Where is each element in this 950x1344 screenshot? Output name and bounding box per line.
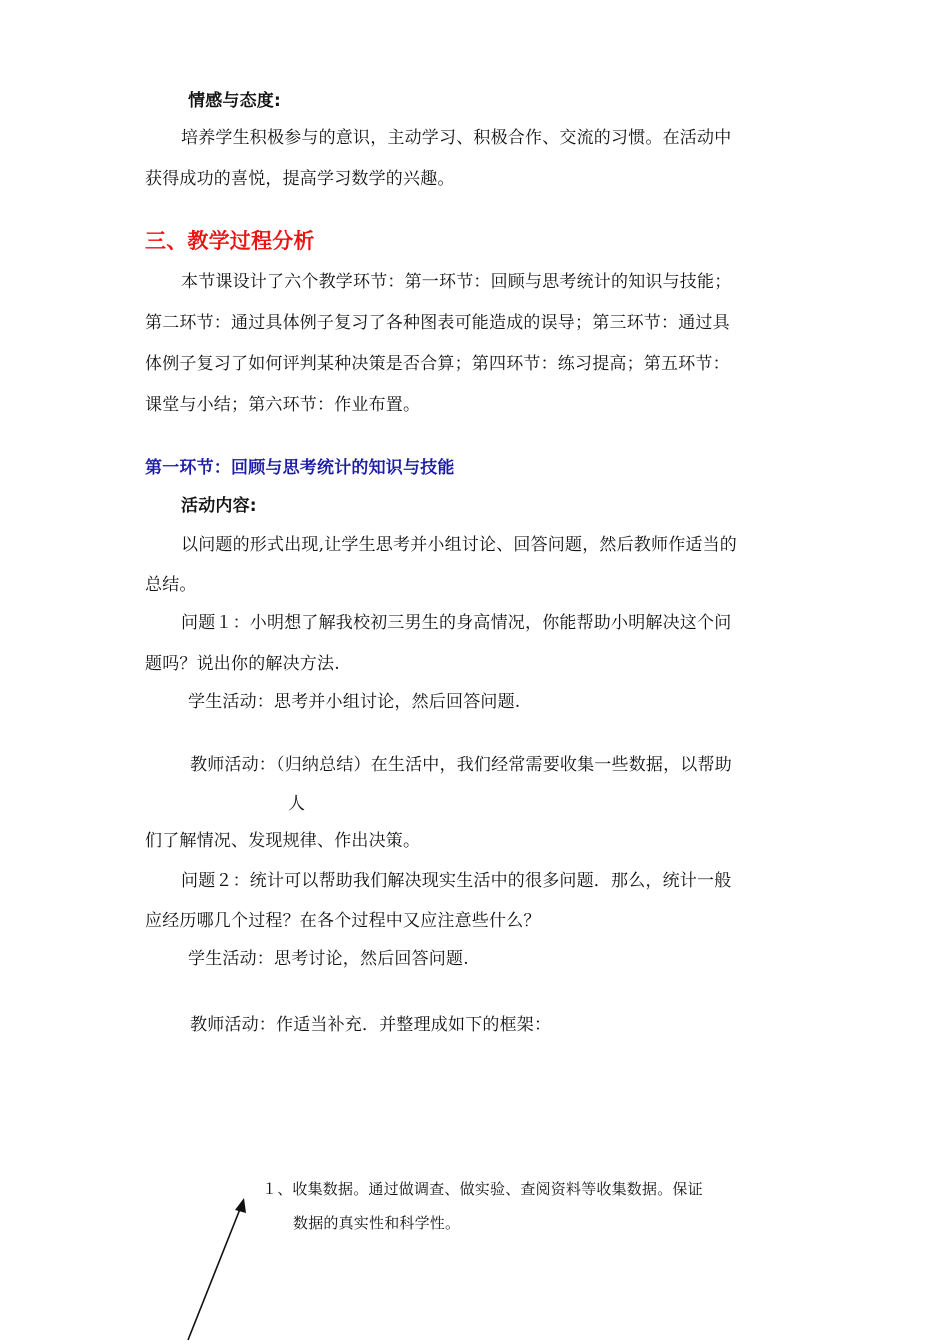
affect-paragraph-line-2: 获得成功的喜悦，提高学习数学的兴趣。 — [145, 169, 455, 189]
activity-content-heading: 活动内容: — [181, 496, 257, 516]
affect-heading: 情感与态度: — [188, 91, 281, 111]
question-2-line-1: 问题２：统计可以帮助我们解决现实生活中的很多问题．那么，统计一般 — [181, 871, 732, 891]
activity-content-line-2: 总结。 — [145, 575, 197, 595]
question-1-line-2: 题吗？说出你的解决方法. — [145, 654, 340, 674]
framework-item-1-line-2: 数据的真实性和科学性。 — [293, 1214, 461, 1232]
student-activity-2: 学生活动：思考讨论，然后回答问题. — [188, 949, 469, 969]
teacher-activity-2: 教师活动：作适当补充．并整理成如下的框架： — [190, 1015, 552, 1035]
student-activity-1: 学生活动：思考并小组讨论，然后回答问题. — [188, 692, 521, 712]
teacher-activity-1-line-3: 们了解情况、发现规律、作出决策。 — [145, 831, 421, 851]
section-three-paragraph-line-4: 课堂与小结；第六环节：作业布置。 — [145, 395, 421, 415]
question-1-line-1: 问题１：小明想了解我校初三男生的身高情况，你能帮助小明解决这个问 — [181, 613, 732, 633]
framework-item-1-line-1: １、收集数据。通过做调查、做实验、查阅资料等收集数据。保证 — [262, 1180, 703, 1198]
section-three-paragraph-line-2: 第二环节：通过具体例子复习了各种图表可能造成的误导；第三环节：通过具 — [145, 313, 730, 333]
section-three-paragraph-line-1: 本节课设计了六个教学环节：第一环节：回顾与思考统计的知识与技能； — [181, 272, 732, 292]
stage-one-heading: 第一环节：回顾与思考统计的知识与技能 — [145, 458, 455, 478]
teacher-activity-1-line-2: 人 — [288, 794, 306, 814]
question-2-line-2: 应经历哪几个过程？在各个过程中又应注意些什么？ — [145, 911, 541, 931]
affect-paragraph-line-1: 培养学生积极参与的意识，主动学习、积极合作、交流的习惯。在活动中 — [181, 128, 732, 148]
activity-content-line-1: 以问题的形式出现,让学生思考并小组讨论、回答问题，然后教师作适当的 — [181, 535, 738, 555]
section-three-heading: 三、教学过程分析 — [145, 229, 315, 253]
framework-arrow — [170, 1190, 260, 1344]
section-three-paragraph-line-3: 体例子复习了如何评判某种决策是否合算；第四环节：练习提高；第五环节： — [145, 354, 730, 374]
framework-arrow-head — [235, 1198, 246, 1213]
framework-arrow-shaft — [188, 1204, 242, 1340]
teacher-activity-1-line-1: 教师活动：（归纳总结）在生活中，我们经常需要收集一些数据，以帮助 — [190, 755, 732, 775]
